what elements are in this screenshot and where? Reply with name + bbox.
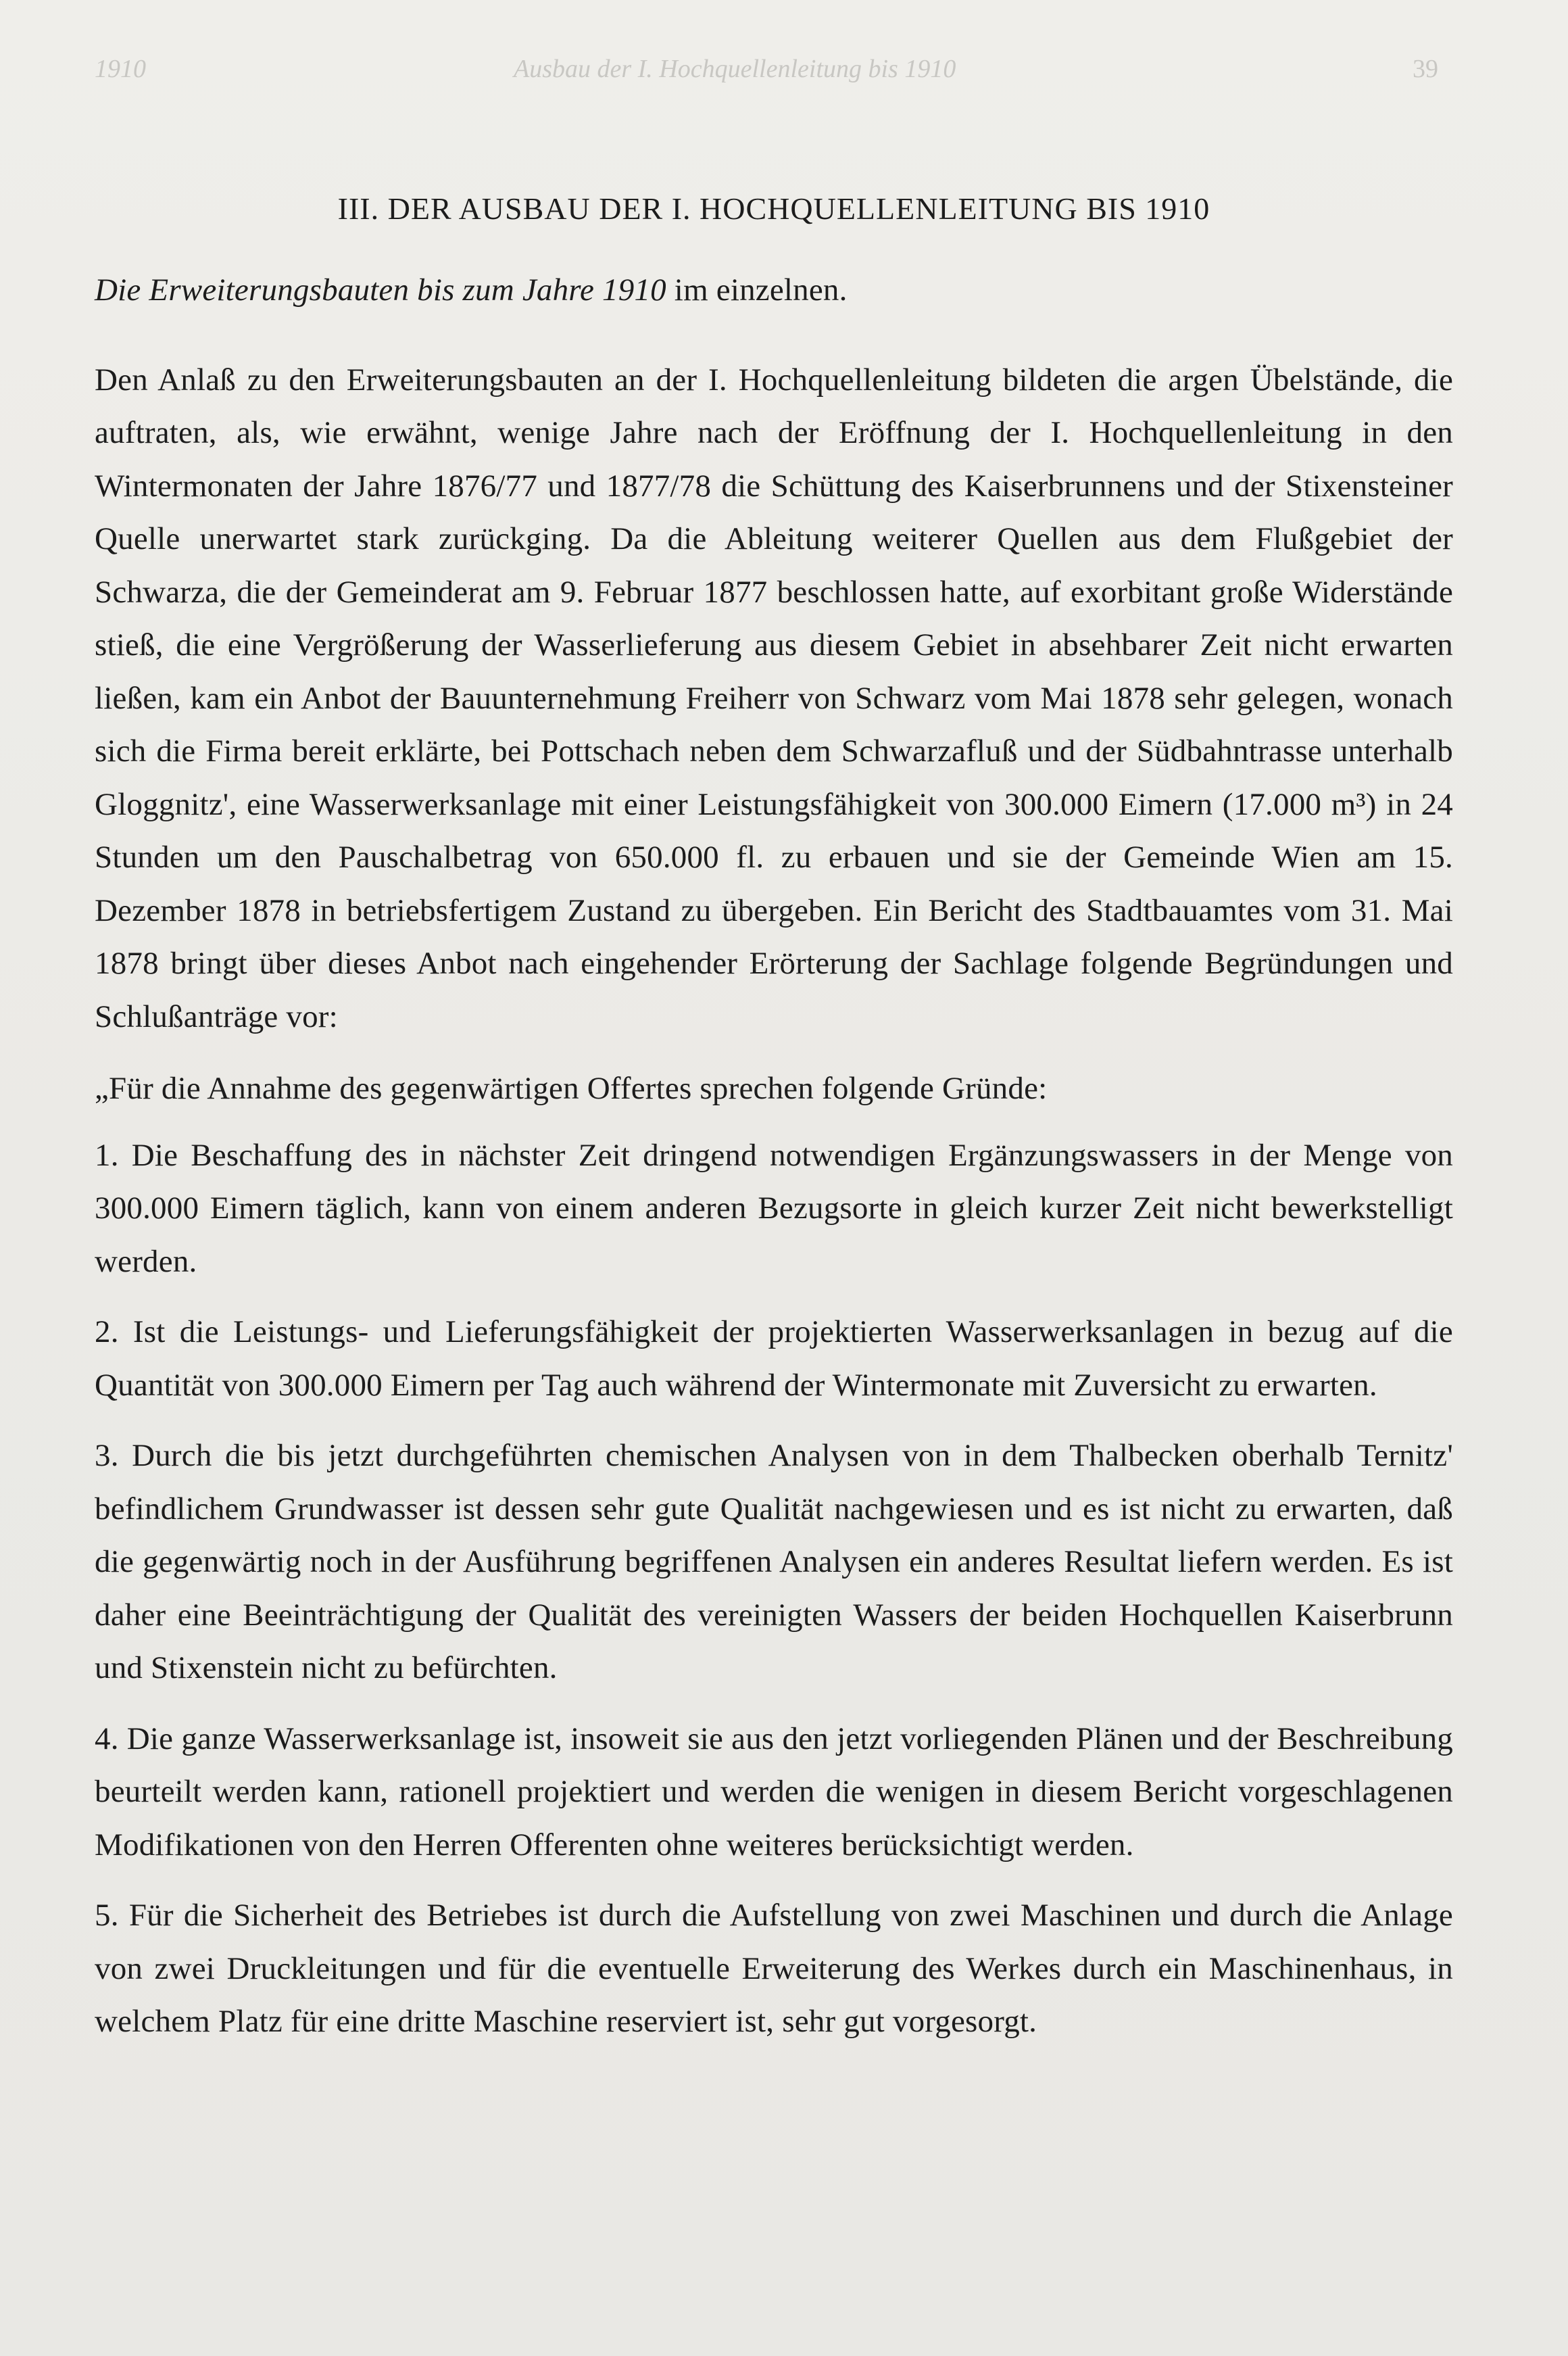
text-block	[95, 183, 1453, 2066]
paragraph-quote-opening: „Für die Annahme des gegenwärtigen Offertes sprechen folgende Gründe:	[95, 1071, 1048, 1106]
section-subtitle	[95, 264, 1453, 317]
paragraph-point-1: 1. Die Beschaffung des in nächster Zeit dringend notwendigen Ergänzungswassers in der Menge von 300.000 Eimern täglich, kann von einem anderen Bezugsorte in gleich kurzer Zeit nicht bewerkstelligt werden.	[95, 1137, 1453, 1279]
paragraph-point-3: 3. Durch die bis jetzt durchgeführten chemischen Analysen von in dem Thalbecken oberhalb Ternitz' befindlichem Grundwasser ist dessen sehr gute Qualität nachgewiesen und es ist nicht zu erwarten, daß die gegenwärtig noch in der Ausführung begriffenen Analysen ein anderes Resultat liefern werden. Es ist daher eine Beeinträchtigung der Qualität des vereinigten Wassers der beiden Hochquellen Kaiserbrunn und Stixenstein nicht zu befürchten.	[95, 1438, 1453, 1685]
chapter-title: III. DER AUSBAU DER I. HOCHQUELLENLEITUNG BIS 1910	[337, 191, 1210, 226]
paragraph-intro: Den Anlaß zu den Erweiterungsbauten an der I. Hochquellenleitung bildeten die argen Übelstände, die auftraten, als, wie erwähnt, wenige Jahre nach der Eröffnung der I. Hochquellenleitung in den Wintermonaten der Jahre 1876/77 und 1877/78 die Schüttung des Kaiserbrunnens und der Stixensteiner Quelle unerwartet stark zurückging. Da die Ableitung weiterer Quellen aus dem Flußgebiet der Schwarza, die der Gemeinderat am 9. Februar 1877 beschlossen hatte, auf exorbitant große Widerstände stieß, die eine Vergrößerung der Wasserlieferung aus diesem Gebiet in absehbarer Zeit nicht erwarten ließen, kam ein Anbot der Bauunternehmung Freiherr von Schwarz vom Mai 1878 sehr gelegen, wonach sich die Firma bereit erklärte, bei Pottschach neben dem Schwarzafluß und der Südbahntrasse unterhalb Gloggnitz', eine Wasserwerksanlage mit einer Leistungsfähigkeit von 300.000 Eimern (17.000 m³) in 24 Stunden um den Pauschalbetrag von 650.000 fl. zu erbauen und sie der Gemeinde Wien am 15. Dezember 1878 in betriebsfertigem Zustand zu übergeben. Ein Bericht des Stadtbauamtes vom 31. Mai 1878 bringt über dieses Anbot nach eingehender Erörterung der Sachlage folgende Begründungen und Schlußanträge vor:	[95, 362, 1453, 1034]
show-through-running-head-year: 1910	[95, 55, 146, 83]
show-through-running-head-title: Ausbau der I. Hochquellenleitung bis 1910	[514, 55, 956, 83]
section-subtitle-plain: im einzelnen.	[666, 272, 848, 308]
paragraph-point-2: 2. Ist die Leistungs- und Lieferungsfähigkeit der projektierten Wasserwerksanlagen in bezug auf die Quantität von 300.000 Eimern per Tag auch während der Wintermonate mit Zuversicht zu erwarten.	[95, 1314, 1453, 1403]
section-subtitle-italic: Die Erweiterungsbauten bis zum Jahre 1910	[95, 272, 666, 308]
show-through-page-number: 39	[1413, 55, 1438, 83]
paragraph-point-5: 5. Für die Sicherheit des Betriebes ist durch die Aufstellung von zwei Maschinen und durch die Anlage von zwei Druckleitungen und für die eventuelle Erweiterung des Werkes durch ein Maschinenhaus, in welchem Platz für eine dritte Maschine reserviert ist, sehr gut vorgesorgt.	[95, 1898, 1453, 2039]
paragraph-point-4: 4. Die ganze Wasserwerksanlage ist, insoweit sie aus den jetzt vorliegenden Plänen und der Beschreibung beurteilt werden kann, rationell projektiert und werden die wenigen in diesem Bericht vorgeschlagenen Modifikationen von den Herren Offerenten ohne weiteres berücksichtigt werden.	[95, 1721, 1453, 1862]
